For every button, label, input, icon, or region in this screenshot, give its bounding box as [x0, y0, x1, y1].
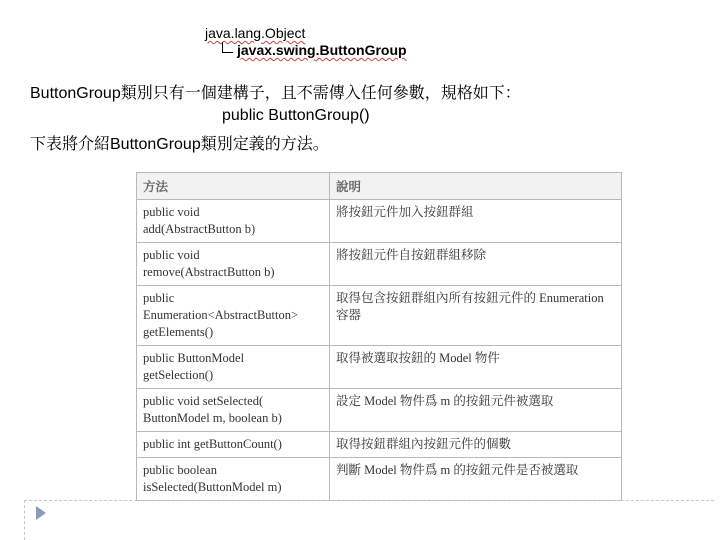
description-cell: 判斷 Model 物件爲 m 的按鈕元件是否被選取 [330, 458, 622, 501]
footer-divider-vertical [24, 500, 25, 540]
table-row [137, 432, 622, 458]
table-intro-text: 下表將介紹ButtonGroup類別定義的方法。 [30, 136, 329, 153]
table-row [137, 346, 622, 389]
table-row [137, 243, 622, 286]
table-row [137, 389, 622, 432]
column-header-method: 方法 [137, 173, 330, 200]
table-header-row [137, 173, 622, 200]
description-cell: 取得按鈕群組內按鈕元件的個數 [330, 432, 622, 458]
method-cell: public boolean isSelected(ButtonModel m) [137, 458, 330, 501]
method-cell: public Enumeration<AbstractButton> getElements() [137, 286, 330, 346]
constructor-signature: public ButtonGroup() [222, 107, 370, 124]
description-cell: 將按鈕元件加入按鈕群組 [330, 200, 622, 243]
column-header-description: 說明 [330, 173, 622, 200]
method-cell: public ButtonModel getSelection() [137, 346, 330, 389]
description-cell: 將按鈕元件自按鈕群組移除 [330, 243, 622, 286]
description-cell: 取得被選取按鈕的 Model 物件 [330, 346, 622, 389]
class-hierarchy-child-label: javax.swing.ButtonGroup [237, 42, 407, 58]
table-row [137, 200, 622, 243]
method-cell: public void remove(AbstractButton b) [137, 243, 330, 286]
method-cell: public int getButtonCount() [137, 432, 330, 458]
intro-text: ButtonGroup類別只有一個建構子，且不需傳入任何參數，規格如下： [30, 85, 521, 102]
method-cell: public void add(AbstractButton b) [137, 200, 330, 243]
description-cell: 設定 Model 物件爲 m 的按鈕元件被選取 [330, 389, 622, 432]
class-hierarchy-parent: java.lang.Object [205, 25, 306, 41]
methods-table [136, 172, 622, 501]
table-row [137, 286, 622, 346]
tree-elbow-icon [222, 42, 233, 53]
footer-divider [24, 500, 714, 501]
triangle-bullet-icon [36, 506, 46, 520]
table-row [137, 458, 622, 501]
description-cell: 取得包含按鈕群組內所有按鈕元件的 Enumeration 容器 [330, 286, 622, 346]
method-cell: public void setSelected( ButtonModel m, boolean b) [137, 389, 330, 432]
class-hierarchy-child [222, 42, 407, 58]
